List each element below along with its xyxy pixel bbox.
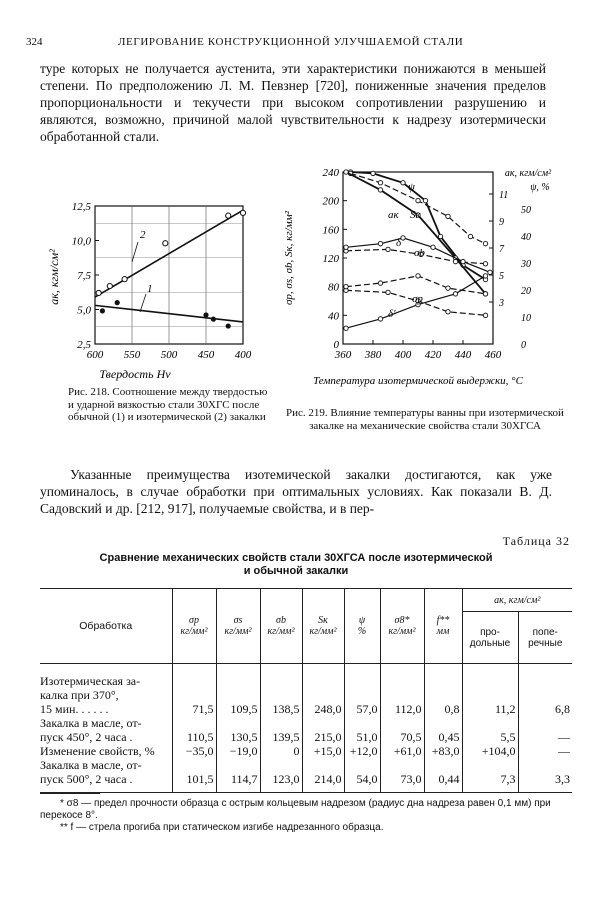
col-unit: кг/мм²: [388, 626, 416, 637]
row-label-line: Закалка в масле, от-: [40, 716, 142, 730]
data-point: [344, 245, 348, 249]
figure-219-chart: [278, 162, 578, 400]
row-label-line: Изотермическая за-: [40, 674, 141, 688]
row-label-line: Закалка в масле, от-: [40, 758, 142, 772]
y-axis-right2-label: ψ, %: [530, 182, 550, 193]
y-left-tick-label: 240: [322, 167, 339, 179]
data-point: [423, 198, 427, 202]
data-point: [483, 262, 487, 266]
table-cell: +83,0: [424, 744, 462, 758]
table-cell: 73,0: [380, 758, 424, 793]
data-point: [453, 259, 457, 263]
y-left-tick-label: 200: [322, 195, 339, 208]
footnote-2: ** f — стрела прогиба при статическом изгибе надрезанного образца.: [60, 822, 384, 833]
col-header-treatment: Обработка: [40, 589, 172, 664]
col-symbol: σp: [189, 615, 199, 626]
table-cell: 0: [260, 744, 302, 758]
curve-label: ψ: [408, 181, 415, 193]
data-point-open: [122, 277, 127, 282]
table-cell: —: [518, 716, 572, 744]
table-cell: 3,3: [518, 758, 572, 793]
x-axis-label: Твердость Hv: [99, 367, 171, 381]
table-cell: 248,0: [302, 674, 344, 716]
data-point: [453, 292, 457, 296]
table-spacer-cell: [216, 664, 260, 675]
data-point: [483, 274, 487, 278]
data-point-filled: [100, 308, 105, 313]
y-right1-tick-label: 3: [499, 298, 504, 309]
y-right1-tick-label: 5: [499, 271, 504, 282]
table-spacer-cell: [380, 664, 424, 675]
page-number: 324: [26, 36, 43, 48]
row-label-line: пуск 450°, 2 часа .: [40, 730, 133, 744]
table-row: [40, 758, 572, 793]
table-row: [40, 744, 572, 758]
table-spacer-cell: [344, 664, 380, 675]
data-point: [416, 274, 420, 278]
table-cell: 54,0: [344, 758, 380, 793]
properties-table: [40, 588, 572, 793]
col-header-f: [424, 589, 462, 664]
table-spacer-cell: [172, 664, 216, 675]
label-leader: [140, 294, 146, 312]
table-cell: 110,5: [172, 716, 216, 744]
data-point-open: [96, 290, 101, 295]
y-tick-label: 7,5: [77, 270, 91, 282]
curve-label-1: 1: [147, 283, 153, 295]
data-point: [386, 290, 390, 294]
x-tick-label: 440: [454, 349, 472, 361]
table-cell: 11,2: [462, 674, 518, 716]
data-point: [431, 245, 435, 249]
table-spacer-cell: [260, 664, 302, 675]
series-line-ψ: [351, 172, 486, 280]
table-cell: —: [518, 744, 572, 758]
col-header-sb: [260, 589, 302, 664]
data-point: [488, 270, 492, 274]
x-tick-label: 420: [424, 349, 442, 361]
data-point-filled: [115, 300, 120, 305]
figure-218-chart: [40, 192, 255, 384]
table-cell: 139,5: [260, 716, 302, 744]
y-right2-tick-label: 20: [521, 286, 531, 297]
col-header-sk: [302, 589, 344, 664]
data-point: [344, 170, 348, 174]
y-right2-tick-label: 50: [521, 205, 531, 216]
row-label-line: пуск 500°, 2 часа .: [40, 772, 133, 786]
table-spacer-cell: [424, 664, 462, 675]
data-point: [483, 292, 487, 296]
y-right2-tick-label: 40: [521, 232, 531, 243]
data-point: [401, 236, 405, 240]
curve-label: δ': [388, 308, 396, 320]
table-spacer-cell: [40, 664, 172, 675]
table-cell: 123,0: [260, 758, 302, 793]
curve-label: σb: [414, 247, 425, 259]
col-unit: кг/мм²: [267, 626, 295, 637]
row-label: [40, 716, 172, 744]
data-point: [446, 310, 450, 314]
col-unit: %: [357, 626, 367, 637]
row-label-line: Изменение свойств, %: [40, 744, 155, 758]
row-label: [40, 674, 172, 716]
curve-label: aк: [388, 209, 399, 221]
table-cell: 0,8: [424, 674, 462, 716]
data-point: [468, 234, 472, 238]
col-unit: мм: [436, 626, 450, 637]
col-unit: кг/мм²: [180, 626, 208, 637]
data-point: [378, 188, 382, 192]
table-spacer-cell: [462, 664, 518, 675]
table-cell: 5,5: [462, 716, 518, 744]
col-header-ss: [216, 589, 260, 664]
col-header-ak-group: aк, кгм/см²: [462, 589, 572, 612]
y-right2-tick-label: 30: [521, 259, 531, 270]
y-right2-tick-label: 10: [521, 313, 531, 324]
data-point: [378, 317, 382, 321]
table-cell: 71,5: [172, 674, 216, 716]
label-leader: [132, 242, 138, 262]
col-symbol: ψ: [358, 615, 366, 626]
x-tick-label: 550: [123, 349, 141, 361]
table-cell: 215,0: [302, 716, 344, 744]
curve-label: σp: [412, 293, 423, 305]
table-spacer-cell: [302, 664, 344, 675]
footnote-1: * σ8 — предел прочности образца с острым кольцевым надрезом (радиус дна надреза равен 0,1 мм) при перекосе 8°.: [40, 798, 551, 821]
table-spacer-cell: [518, 664, 572, 675]
data-point-filled: [211, 317, 216, 322]
data-point-filled: [226, 323, 231, 328]
table-cell: 51,0: [344, 716, 380, 744]
col-header-ak-trans: попе-речные: [518, 612, 572, 664]
table-cell: 7,3: [462, 758, 518, 793]
paragraph-1: туре которых не получается аустенита, эти характеристики понижаются в меньшей степени. По предположению Л. М. Певзнер [720], пониженные значения пределов пропорциональности и текучести при высоком сопротивлении разрушению и являются, возможно, причиной малой чувствительности к надрезу изотермически обработанной стали.: [40, 61, 546, 144]
col-symbol: f**: [436, 615, 450, 626]
data-point: [401, 181, 405, 185]
y-left-tick-label: 0: [333, 339, 339, 351]
data-point-open: [107, 283, 112, 288]
x-tick-label: 400: [394, 349, 412, 361]
x-tick-label: 400: [234, 349, 252, 361]
y-left-tick-label: 40: [328, 310, 339, 323]
data-point: [461, 259, 465, 263]
y-right2-tick-label: 0: [521, 340, 526, 351]
table-cell: 109,5: [216, 674, 260, 716]
x-tick-label: 500: [160, 349, 178, 361]
row-label: [40, 758, 172, 793]
table-cell: 101,5: [172, 758, 216, 793]
table-row: [40, 674, 572, 716]
running-title: ЛЕГИРОВАНИЕ КОНСТРУКЦИОННОЙ УЛУЧШАЕМОЙ СТАЛИ: [118, 36, 464, 48]
table-title-line-2: и обычной закалки: [243, 565, 349, 577]
table-cell: +15,0: [302, 744, 344, 758]
y-tick-label: 12,5: [71, 201, 91, 213]
paragraph-2: Указанные преимущества изотемической закалки достигаются, как уже упоминалось, в случае обработки при оптимальных условиях. Как показали В. Д. Садовский и др. [212, 917], получаемые свойства, и в пер-: [40, 467, 552, 516]
table-cell: +104,0: [462, 744, 518, 758]
table-number: Таблица 32: [502, 534, 570, 548]
table-cell: 57,0: [344, 674, 380, 716]
data-point: [386, 247, 390, 251]
table-cell: 0,45: [424, 716, 462, 744]
y-left-tick-label: 80: [328, 281, 339, 294]
table-cell: 114,7: [216, 758, 260, 793]
y-tick-label: 5,0: [77, 304, 91, 317]
y-axis-right1-label: aк, кгм/см²: [504, 168, 552, 179]
data-point: [344, 326, 348, 330]
table-cell: −35,0: [172, 744, 216, 758]
y-right1-tick-label: 11: [499, 190, 509, 201]
data-point-open: [240, 210, 245, 215]
table-cell: 214,0: [302, 758, 344, 793]
y-left-tick-label: 120: [322, 253, 339, 265]
x-tick-label: 360: [334, 349, 352, 361]
y-axis-label: aк, кгм/см²: [47, 249, 61, 305]
y-tick-label: 10,0: [71, 235, 91, 248]
table-cell: 0,44: [424, 758, 462, 793]
y-axis-left-label: σр, σs, σb, Sк, кг/мм²: [283, 210, 295, 306]
col-header-s8: [380, 589, 424, 664]
x-tick-label: 380: [364, 349, 382, 361]
table-cell: 6,8: [518, 674, 572, 716]
data-point-open: [226, 213, 231, 218]
figure-219-caption: Рис. 219. Влияние температуры ванны при изотермической закалке на механические свойства стали 30ХГСА: [286, 407, 564, 432]
col-unit: кг/мм²: [309, 626, 337, 637]
data-point: [416, 198, 420, 202]
footnote-rule: [40, 793, 100, 794]
data-point-open: [163, 241, 168, 246]
col-header-ak-long: про-дольные: [462, 612, 518, 664]
table-cell: 70,5: [380, 716, 424, 744]
table-cell: −19,0: [216, 744, 260, 758]
row-label-line: калка при 370°,: [40, 688, 119, 702]
col-header-sp: [172, 589, 216, 664]
data-point: [483, 241, 487, 245]
curve-label: Sк: [410, 209, 421, 221]
data-point: [344, 284, 348, 288]
curve-label: δ: [396, 237, 402, 249]
data-point-filled: [203, 312, 208, 317]
row-label-line: 15 мин. . . . . .: [40, 702, 109, 716]
y-right1-tick-label: 9: [499, 217, 504, 228]
figure-218-caption: Рис. 218. Соотношение между твердостью и ударной вязкостью стали 30ХГС после обычной (1) и изотермической (2) закалки: [68, 386, 268, 423]
x-tick-label: 450: [197, 349, 215, 361]
col-unit: кг/мм²: [224, 626, 252, 637]
data-point: [378, 241, 382, 245]
y-right1-tick-label: 7: [499, 244, 504, 255]
y-left-tick-label: 160: [322, 224, 339, 237]
table-cell: 112,0: [380, 674, 424, 716]
row-label: [40, 744, 172, 758]
table-row: [40, 716, 572, 744]
table-title: [30, 552, 562, 578]
x-axis-label: Температура изотермической выдержки, °С: [313, 375, 523, 387]
data-point: [446, 286, 450, 290]
x-tick-label: 460: [484, 349, 502, 361]
table-title-line-1: Сравнение механических свойств стали 30ХГСА после изотермической: [99, 552, 493, 564]
col-symbol: σs: [233, 615, 243, 626]
table-spacer-row: [40, 664, 572, 675]
col-header-psi: [344, 589, 380, 664]
col-symbol: σb: [276, 615, 286, 626]
table-cell: 130,5: [216, 716, 260, 744]
table-cell: +61,0: [380, 744, 424, 758]
data-point: [371, 171, 375, 175]
data-point: [446, 214, 450, 218]
table-cell: +12,0: [344, 744, 380, 758]
data-point: [483, 313, 487, 317]
x-tick-label: 600: [86, 349, 104, 361]
data-point: [378, 281, 382, 285]
curve-label-2: 2: [140, 229, 146, 241]
data-point: [378, 181, 382, 185]
table-cell: 138,5: [260, 674, 302, 716]
y-tick-label: 2,5: [77, 339, 91, 351]
col-symbol: σ8*: [394, 615, 410, 626]
col-symbol: Sк: [318, 615, 328, 626]
